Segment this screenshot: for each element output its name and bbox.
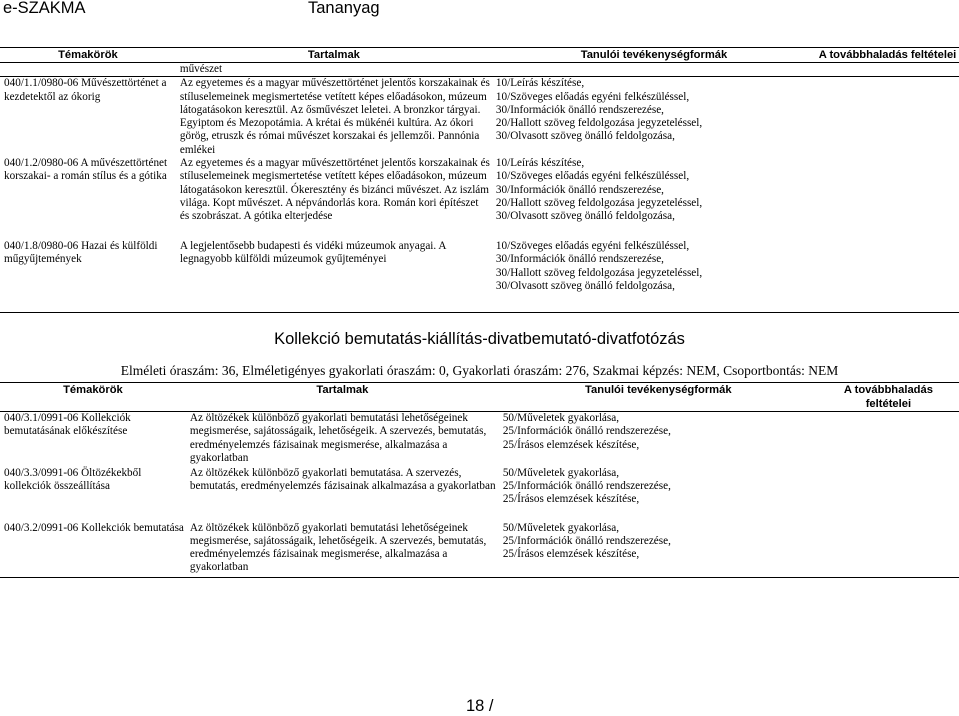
curriculum-table-2 xyxy=(0,382,959,578)
content-line: gyakorlatban xyxy=(189,451,249,464)
topic-cell xyxy=(0,157,176,240)
col-header-topics: Témakörök xyxy=(63,384,123,396)
col-header-contents: Tartalmak xyxy=(307,49,360,61)
activity-line: 25/Információk önálló rendszerezése, xyxy=(502,425,671,438)
content-line: legnagyobb külföldi múzeumok gyűjteményei xyxy=(179,253,387,266)
topic-line: 040/3.2/0991-06 Kollekciók bemutatása xyxy=(4,521,184,534)
topic-cell xyxy=(0,467,186,522)
header-brand: e-SZAKMA xyxy=(3,0,86,17)
content-line: emlékei xyxy=(179,143,216,156)
activities-cell xyxy=(492,77,816,157)
activity-line: 25/Információk önálló rendszerezése, xyxy=(502,534,671,547)
activity-line: 25/Írásos elemzések készítése, xyxy=(502,438,640,451)
content-line: görög, etruszk és római művészet korszakai és jellemzői. Pannónia xyxy=(179,130,480,143)
activity-line: 25/Írásos elemzések készítése, xyxy=(502,493,640,506)
topic-line: korszakai- a román stílus és a gótika xyxy=(4,170,167,183)
topic-cell xyxy=(0,412,186,467)
col-header-activities: Tanulói tevékenységformák xyxy=(580,49,728,61)
table-row xyxy=(0,240,959,312)
activity-line: 30/Olvasott szöveg önálló feldolgozása, xyxy=(495,210,675,223)
topic-cell xyxy=(0,77,176,157)
page-number: 18 / xyxy=(466,697,494,715)
requirements-cell xyxy=(818,522,959,578)
table-row xyxy=(0,412,959,467)
topic-line: 040/1.2/0980-06 A művészettörténet xyxy=(4,157,168,170)
content-line: megismerése, sajátosságaik, lehetőségeik. A szervezés, bemutatás, xyxy=(189,425,487,438)
content-line: Az egyetemes és a magyar művészettörténet jelentős korszakainak és xyxy=(179,157,490,170)
activities-cell xyxy=(499,412,818,467)
activity-line: 10/Leírás készítése, xyxy=(495,157,585,170)
requirements-cell xyxy=(816,157,959,240)
content-line: Az öltözékek különböző gyakorlati bemutatási lehetőségeinek xyxy=(189,521,468,534)
content-cell xyxy=(176,77,492,157)
content-line: eredményelemzés fázisainak megismerése, alkalmazása a xyxy=(189,548,448,561)
table-row xyxy=(0,157,959,240)
activities-cell xyxy=(492,240,816,312)
header-title: Tananyag xyxy=(308,0,380,17)
activity-line: 30/Információk önálló rendszerezése, xyxy=(495,103,664,116)
table-header-row xyxy=(0,48,959,63)
content-line: bemutatás, eredményelemzés fázisainak alkalmazása a gyakorlatban xyxy=(189,479,496,492)
activities-cell xyxy=(499,467,818,522)
activity-line: 10/Leírás készítése, xyxy=(495,77,585,90)
content-line: stíluselemeinek megismertetése vetített képes előadásokon, múzeum xyxy=(179,170,487,183)
requirements-cell xyxy=(816,77,959,157)
activity-line: 10/Szöveges előadás egyéni felkészüléssel, xyxy=(495,240,690,253)
activity-line: 30/Hallott szöveg feldolgozása jegyzeteléssel, xyxy=(495,266,703,279)
topic-cell xyxy=(0,240,176,312)
content-line: A legjelentősebb budapesti és vidéki múzeumok anyagai. A xyxy=(179,240,447,253)
content-line: látogatásokon keresztül. Ókeresztény és bizánci művészet. Az iszlám xyxy=(179,183,489,196)
activity-line: 30/Információk önálló rendszerezése, xyxy=(495,183,664,196)
topic-line: bemutatásának előkészítése xyxy=(4,425,128,438)
content-line: stíluselemeinek megismertetése vetített képes előadásokon, múzeum xyxy=(179,90,487,103)
requirements-cell xyxy=(818,467,959,522)
content-cell xyxy=(186,467,499,522)
table-row xyxy=(0,77,959,157)
topic-line: 040/3.1/0991-06 Kollekciók xyxy=(4,412,131,424)
content-line: Az egyetemes és a magyar művészettörténet jelentős korszakainak és xyxy=(179,77,490,90)
content-cell xyxy=(186,522,499,578)
topic-cell xyxy=(0,522,186,578)
content-line: gyakorlatban xyxy=(189,561,249,574)
activity-line: 25/Információk önálló rendszerezése, xyxy=(502,479,671,492)
col-header-activities: Tanulói tevékenységformák xyxy=(585,384,732,396)
col-header-contents: Tartalmak xyxy=(316,384,369,396)
topic-line: kezdetektől az ókorig xyxy=(4,90,101,103)
activity-line: 10/Szöveges előadás egyéni felkészüléssel, xyxy=(495,90,690,103)
table-header-row xyxy=(0,383,959,412)
content-line: világa. Kopt művészet. A népvándorlás kora. Román kori építészet xyxy=(179,196,479,209)
curriculum-table-1 xyxy=(0,47,959,313)
content-line: látogatásokon keresztül. Az ősművészet leletei. A bronzkor tárgyai. xyxy=(179,103,481,116)
requirements-cell xyxy=(816,240,959,312)
carryover-text: művészet xyxy=(179,63,223,75)
requirements-cell xyxy=(818,412,959,467)
activities-cell xyxy=(492,157,816,240)
topic-line: műgyűjtemények xyxy=(4,253,82,266)
activity-line: 30/Olvasott szöveg önálló feldolgozása, xyxy=(495,130,675,143)
activity-line: 20/Hallott szöveg feldolgozása jegyzeteléssel, xyxy=(495,196,703,209)
topic-line: kollekciók összeállítása xyxy=(4,479,110,492)
section-hours-info: Elméleti óraszám: 36, Elméletigényes gyakorlati óraszám: 0, Gyakorlati óraszám: 276, Szakmai képzés: NEM, Csoportbontás: NEM xyxy=(120,363,839,378)
activity-line: 20/Hallott szöveg feldolgozása jegyzeteléssel, xyxy=(495,117,703,130)
activity-line: 30/Információk önálló rendszerezése, xyxy=(495,253,664,266)
table-row xyxy=(0,467,959,522)
content-line: eredményelemzés fázisainak megismerése, alkalmazása a xyxy=(189,438,448,451)
content-cell xyxy=(186,412,499,467)
activity-line: 50/Műveletek gyakorlása, xyxy=(502,466,620,479)
content-line: Az öltözékek különböző gyakorlati bemutatása. A szervezés, xyxy=(189,466,462,479)
content-line: Egyiptom és Mezopotámia. A krétai és mükénéi kultúra. Az ókori xyxy=(179,117,474,130)
activities-cell xyxy=(499,522,818,578)
content-line: és szobrászat. A gótika elterjedése xyxy=(179,210,333,223)
table-row xyxy=(0,522,959,578)
col-header-topics: Témakörök xyxy=(58,49,118,61)
carryover-row xyxy=(0,63,959,77)
topic-line: 040/1.1/0980-06 Művészettörténet a xyxy=(4,77,167,90)
topic-line: 040/3.3/0991-06 Öltözékekből xyxy=(4,466,142,479)
content-cell xyxy=(176,157,492,240)
content-line: megismerése, sajátosságaik, lehetőségeik. A szervezés, bemutatás, xyxy=(189,534,487,547)
activity-line: 25/Írásos elemzések készítése, xyxy=(502,548,640,561)
col-header-requirements: A továbbhaladás feltételei xyxy=(818,49,957,61)
section-title: Kollekció bemutatás-kiállítás-divatbemutató-divatfotózás xyxy=(274,330,685,348)
topic-line: 040/1.8/0980-06 Hazai és külföldi xyxy=(4,240,158,253)
activity-line: 30/Olvasott szöveg önálló feldolgozása, xyxy=(495,279,675,292)
col-header-requirements: A továbbhaladás feltételei xyxy=(843,384,933,410)
content-line: Az öltözékek különböző gyakorlati bemutatási lehetőségeinek xyxy=(189,412,468,424)
activity-line: 50/Műveletek gyakorlása, xyxy=(502,521,620,534)
activity-line: 10/Szöveges előadás egyéni felkészüléssel, xyxy=(495,170,690,183)
activity-line: 50/Műveletek gyakorlása, xyxy=(502,412,620,424)
content-cell xyxy=(176,240,492,312)
